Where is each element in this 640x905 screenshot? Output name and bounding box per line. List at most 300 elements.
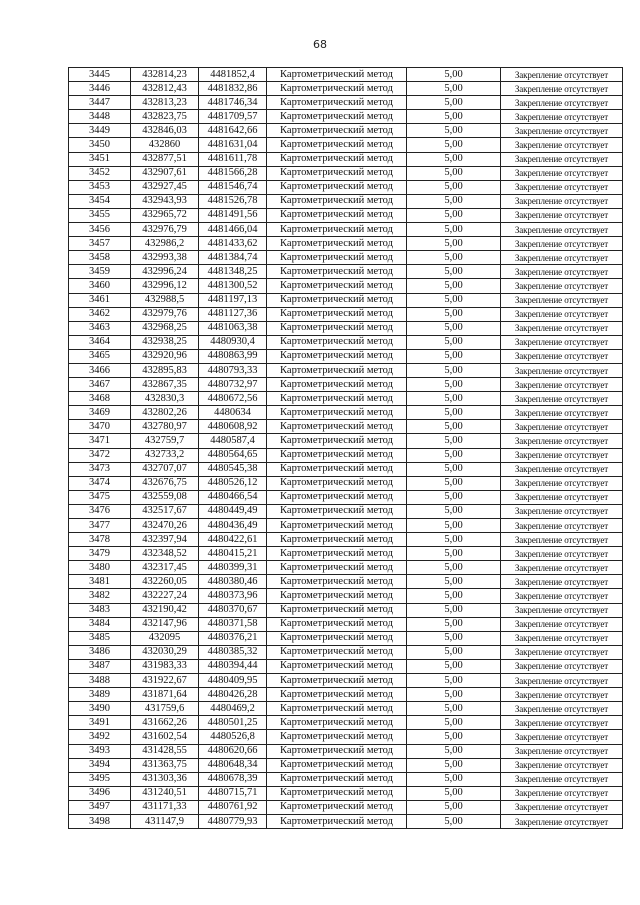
method-cell: Картометрический метод xyxy=(267,349,407,363)
method-cell: Картометрический метод xyxy=(267,575,407,589)
y-coordinate-cell: 4480648,34 xyxy=(199,758,267,772)
x-coordinate-cell: 432986,2 xyxy=(131,237,199,251)
fixing-cell: Закрепление отсутствует xyxy=(501,533,623,547)
y-coordinate-cell: 4481709,57 xyxy=(199,110,267,124)
accuracy-cell: 5,00 xyxy=(407,251,501,265)
table-row xyxy=(69,180,623,194)
y-coordinate-cell: 4481642,66 xyxy=(199,124,267,138)
point-number-cell: 3456 xyxy=(69,223,131,237)
table-row xyxy=(69,730,623,744)
fixing-cell: Закрепление отсутствует xyxy=(501,716,623,730)
y-coordinate-cell: 4480469,2 xyxy=(199,702,267,716)
accuracy-cell: 5,00 xyxy=(407,688,501,702)
x-coordinate-cell: 432867,35 xyxy=(131,378,199,392)
y-coordinate-cell: 4480415,21 xyxy=(199,547,267,561)
fixing-cell: Закрепление отсутствует xyxy=(501,434,623,448)
table-row xyxy=(69,589,623,603)
y-coordinate-cell: 4480715,71 xyxy=(199,786,267,800)
fixing-cell: Закрепление отсутствует xyxy=(501,223,623,237)
method-cell: Картометрический метод xyxy=(267,659,407,673)
accuracy-cell: 5,00 xyxy=(407,674,501,688)
fixing-cell: Закрепление отсутствует xyxy=(501,152,623,166)
table-row xyxy=(69,406,623,420)
accuracy-cell: 5,00 xyxy=(407,110,501,124)
method-cell: Картометрический метод xyxy=(267,378,407,392)
accuracy-cell: 5,00 xyxy=(407,448,501,462)
table-row xyxy=(69,335,623,349)
point-number-cell: 3454 xyxy=(69,194,131,208)
point-number-cell: 3490 xyxy=(69,702,131,716)
x-coordinate-cell: 432802,26 xyxy=(131,406,199,420)
method-cell: Картометрический метод xyxy=(267,321,407,335)
table-row xyxy=(69,772,623,786)
table-row xyxy=(69,533,623,547)
point-number-cell: 3498 xyxy=(69,814,131,828)
accuracy-cell: 5,00 xyxy=(407,702,501,716)
accuracy-cell: 5,00 xyxy=(407,293,501,307)
table-row xyxy=(69,800,623,814)
x-coordinate-cell: 432227,24 xyxy=(131,589,199,603)
table-row xyxy=(69,519,623,533)
table-row xyxy=(69,68,623,82)
x-coordinate-cell: 431602,54 xyxy=(131,730,199,744)
fixing-cell: Закрепление отсутствует xyxy=(501,96,623,110)
table-row xyxy=(69,124,623,138)
point-number-cell: 3482 xyxy=(69,589,131,603)
x-coordinate-cell: 432988,5 xyxy=(131,293,199,307)
fixing-cell: Закрепление отсутствует xyxy=(501,335,623,349)
y-coordinate-cell: 4481631,04 xyxy=(199,138,267,152)
fixing-cell: Закрепление отсутствует xyxy=(501,476,623,490)
table-row xyxy=(69,448,623,462)
point-number-cell: 3473 xyxy=(69,462,131,476)
method-cell: Картометрический метод xyxy=(267,251,407,265)
table-row xyxy=(69,744,623,758)
accuracy-cell: 5,00 xyxy=(407,152,501,166)
method-cell: Картометрический метод xyxy=(267,519,407,533)
y-coordinate-cell: 4480564,65 xyxy=(199,448,267,462)
x-coordinate-cell: 432920,96 xyxy=(131,349,199,363)
point-number-cell: 3497 xyxy=(69,800,131,814)
point-number-cell: 3468 xyxy=(69,392,131,406)
accuracy-cell: 5,00 xyxy=(407,420,501,434)
point-number-cell: 3448 xyxy=(69,110,131,124)
x-coordinate-cell: 432943,93 xyxy=(131,194,199,208)
fixing-cell: Закрепление отсутствует xyxy=(501,702,623,716)
x-coordinate-cell: 432968,25 xyxy=(131,321,199,335)
table-row xyxy=(69,279,623,293)
accuracy-cell: 5,00 xyxy=(407,180,501,194)
y-coordinate-cell: 4480426,28 xyxy=(199,688,267,702)
y-coordinate-cell: 4480394,44 xyxy=(199,659,267,673)
y-coordinate-cell: 4480608,92 xyxy=(199,420,267,434)
table-row xyxy=(69,349,623,363)
table-row xyxy=(69,814,623,828)
x-coordinate-cell: 431983,33 xyxy=(131,659,199,673)
method-cell: Картометрический метод xyxy=(267,603,407,617)
point-number-cell: 3475 xyxy=(69,490,131,504)
table-row xyxy=(69,251,623,265)
table-row xyxy=(69,504,623,518)
fixing-cell: Закрепление отсутствует xyxy=(501,68,623,82)
fixing-cell: Закрепление отсутствует xyxy=(501,617,623,631)
y-coordinate-cell: 4481466,04 xyxy=(199,223,267,237)
x-coordinate-cell: 432814,23 xyxy=(131,68,199,82)
x-coordinate-cell: 432938,25 xyxy=(131,335,199,349)
method-cell: Картометрический метод xyxy=(267,716,407,730)
accuracy-cell: 5,00 xyxy=(407,617,501,631)
method-cell: Картометрический метод xyxy=(267,476,407,490)
fixing-cell: Закрепление отсутствует xyxy=(501,138,623,152)
point-number-cell: 3447 xyxy=(69,96,131,110)
fixing-cell: Закрепление отсутствует xyxy=(501,631,623,645)
fixing-cell: Закрепление отсутствует xyxy=(501,519,623,533)
table-row xyxy=(69,659,623,673)
method-cell: Картометрический метод xyxy=(267,772,407,786)
x-coordinate-cell: 432517,67 xyxy=(131,504,199,518)
fixing-cell: Закрепление отсутствует xyxy=(501,82,623,96)
point-number-cell: 3487 xyxy=(69,659,131,673)
method-cell: Картометрический метод xyxy=(267,307,407,321)
method-cell: Картометрический метод xyxy=(267,504,407,518)
x-coordinate-cell: 432676,75 xyxy=(131,476,199,490)
point-number-cell: 3451 xyxy=(69,152,131,166)
point-number-cell: 3477 xyxy=(69,519,131,533)
point-number-cell: 3485 xyxy=(69,631,131,645)
y-coordinate-cell: 4480385,32 xyxy=(199,645,267,659)
fixing-cell: Закрепление отсутствует xyxy=(501,758,623,772)
x-coordinate-cell: 432733,2 xyxy=(131,448,199,462)
x-coordinate-cell: 432759,7 xyxy=(131,434,199,448)
point-number-cell: 3470 xyxy=(69,420,131,434)
table-row xyxy=(69,420,623,434)
x-coordinate-cell: 431147,9 xyxy=(131,814,199,828)
y-coordinate-cell: 4480371,58 xyxy=(199,617,267,631)
x-coordinate-cell: 432813,23 xyxy=(131,96,199,110)
point-number-cell: 3479 xyxy=(69,547,131,561)
table-row xyxy=(69,786,623,800)
x-coordinate-cell: 432907,61 xyxy=(131,166,199,180)
y-coordinate-cell: 4480370,67 xyxy=(199,603,267,617)
point-number-cell: 3481 xyxy=(69,575,131,589)
method-cell: Картометрический метод xyxy=(267,786,407,800)
point-number-cell: 3453 xyxy=(69,180,131,194)
x-coordinate-cell: 432895,83 xyxy=(131,363,199,377)
accuracy-cell: 5,00 xyxy=(407,194,501,208)
y-coordinate-cell: 4480930,4 xyxy=(199,335,267,349)
point-number-cell: 3464 xyxy=(69,335,131,349)
method-cell: Картометрический метод xyxy=(267,561,407,575)
accuracy-cell: 5,00 xyxy=(407,730,501,744)
accuracy-cell: 5,00 xyxy=(407,575,501,589)
table-row xyxy=(69,110,623,124)
accuracy-cell: 5,00 xyxy=(407,814,501,828)
accuracy-cell: 5,00 xyxy=(407,237,501,251)
x-coordinate-cell: 432397,94 xyxy=(131,533,199,547)
method-cell: Картометрический метод xyxy=(267,138,407,152)
accuracy-cell: 5,00 xyxy=(407,504,501,518)
accuracy-cell: 5,00 xyxy=(407,138,501,152)
method-cell: Картометрический метод xyxy=(267,814,407,828)
point-number-cell: 3460 xyxy=(69,279,131,293)
accuracy-cell: 5,00 xyxy=(407,589,501,603)
x-coordinate-cell: 432976,79 xyxy=(131,223,199,237)
table-row xyxy=(69,223,623,237)
fixing-cell: Закрепление отсутствует xyxy=(501,772,623,786)
table-row xyxy=(69,603,623,617)
accuracy-cell: 5,00 xyxy=(407,223,501,237)
method-cell: Картометрический метод xyxy=(267,265,407,279)
fixing-cell: Закрепление отсутствует xyxy=(501,730,623,744)
table-row xyxy=(69,96,623,110)
accuracy-cell: 5,00 xyxy=(407,166,501,180)
accuracy-cell: 5,00 xyxy=(407,434,501,448)
accuracy-cell: 5,00 xyxy=(407,208,501,222)
point-number-cell: 3445 xyxy=(69,68,131,82)
table-row xyxy=(69,617,623,631)
x-coordinate-cell: 432470,26 xyxy=(131,519,199,533)
table-row xyxy=(69,645,623,659)
accuracy-cell: 5,00 xyxy=(407,392,501,406)
fixing-cell: Закрепление отсутствует xyxy=(501,645,623,659)
y-coordinate-cell: 4480620,66 xyxy=(199,744,267,758)
fixing-cell: Закрепление отсутствует xyxy=(501,321,623,335)
point-number-cell: 3446 xyxy=(69,82,131,96)
method-cell: Картометрический метод xyxy=(267,335,407,349)
method-cell: Картометрический метод xyxy=(267,800,407,814)
x-coordinate-cell: 432812,43 xyxy=(131,82,199,96)
point-number-cell: 3471 xyxy=(69,434,131,448)
method-cell: Картометрический метод xyxy=(267,208,407,222)
y-coordinate-cell: 4480678,39 xyxy=(199,772,267,786)
fixing-cell: Закрепление отсутствует xyxy=(501,490,623,504)
method-cell: Картометрический метод xyxy=(267,645,407,659)
accuracy-cell: 5,00 xyxy=(407,533,501,547)
fixing-cell: Закрепление отсутствует xyxy=(501,392,623,406)
accuracy-cell: 5,00 xyxy=(407,800,501,814)
accuracy-cell: 5,00 xyxy=(407,476,501,490)
x-coordinate-cell: 432095 xyxy=(131,631,199,645)
x-coordinate-cell: 431303,36 xyxy=(131,772,199,786)
method-cell: Картометрический метод xyxy=(267,448,407,462)
method-cell: Картометрический метод xyxy=(267,110,407,124)
point-number-cell: 3461 xyxy=(69,293,131,307)
y-coordinate-cell: 4481127,36 xyxy=(199,307,267,321)
fixing-cell: Закрепление отсутствует xyxy=(501,448,623,462)
y-coordinate-cell: 4481348,25 xyxy=(199,265,267,279)
method-cell: Картометрический метод xyxy=(267,166,407,180)
method-cell: Картометрический метод xyxy=(267,279,407,293)
method-cell: Картометрический метод xyxy=(267,462,407,476)
accuracy-cell: 5,00 xyxy=(407,68,501,82)
table-row xyxy=(69,237,623,251)
y-coordinate-cell: 4481746,34 xyxy=(199,96,267,110)
table-row xyxy=(69,138,623,152)
y-coordinate-cell: 4481526,78 xyxy=(199,194,267,208)
fixing-cell: Закрепление отсутствует xyxy=(501,406,623,420)
accuracy-cell: 5,00 xyxy=(407,519,501,533)
table-row xyxy=(69,265,623,279)
point-number-cell: 3467 xyxy=(69,378,131,392)
x-coordinate-cell: 432993,38 xyxy=(131,251,199,265)
table-row xyxy=(69,758,623,772)
x-coordinate-cell: 431428,55 xyxy=(131,744,199,758)
x-coordinate-cell: 432860 xyxy=(131,138,199,152)
point-number-cell: 3486 xyxy=(69,645,131,659)
x-coordinate-cell: 432030,29 xyxy=(131,645,199,659)
x-coordinate-cell: 431240,51 xyxy=(131,786,199,800)
y-coordinate-cell: 4481546,74 xyxy=(199,180,267,194)
method-cell: Картометрический метод xyxy=(267,490,407,504)
x-coordinate-cell: 432996,12 xyxy=(131,279,199,293)
y-coordinate-cell: 4480634 xyxy=(199,406,267,420)
table-row xyxy=(69,575,623,589)
x-coordinate-cell: 432260,05 xyxy=(131,575,199,589)
fixing-cell: Закрепление отсутствует xyxy=(501,124,623,138)
table-row xyxy=(69,702,623,716)
method-cell: Картометрический метод xyxy=(267,730,407,744)
point-number-cell: 3476 xyxy=(69,504,131,518)
y-coordinate-cell: 4481491,56 xyxy=(199,208,267,222)
fixing-cell: Закрепление отсутствует xyxy=(501,504,623,518)
y-coordinate-cell: 4480399,31 xyxy=(199,561,267,575)
y-coordinate-cell: 4480380,46 xyxy=(199,575,267,589)
x-coordinate-cell: 432348,52 xyxy=(131,547,199,561)
x-coordinate-cell: 432927,45 xyxy=(131,180,199,194)
fixing-cell: Закрепление отсутствует xyxy=(501,688,623,702)
accuracy-cell: 5,00 xyxy=(407,631,501,645)
method-cell: Картометрический метод xyxy=(267,434,407,448)
fixing-cell: Закрепление отсутствует xyxy=(501,786,623,800)
fixing-cell: Закрепление отсутствует xyxy=(501,307,623,321)
point-number-cell: 3458 xyxy=(69,251,131,265)
table-row xyxy=(69,716,623,730)
fixing-cell: Закрепление отсутствует xyxy=(501,547,623,561)
point-number-cell: 3455 xyxy=(69,208,131,222)
x-coordinate-cell: 432877,51 xyxy=(131,152,199,166)
table-row xyxy=(69,166,623,180)
accuracy-cell: 5,00 xyxy=(407,124,501,138)
fixing-cell: Закрепление отсутствует xyxy=(501,251,623,265)
point-number-cell: 3457 xyxy=(69,237,131,251)
fixing-cell: Закрепление отсутствует xyxy=(501,363,623,377)
accuracy-cell: 5,00 xyxy=(407,716,501,730)
point-number-cell: 3465 xyxy=(69,349,131,363)
table-row xyxy=(69,378,623,392)
table-row xyxy=(69,321,623,335)
fixing-cell: Закрепление отсутствует xyxy=(501,420,623,434)
method-cell: Картометрический метод xyxy=(267,68,407,82)
point-number-cell: 3483 xyxy=(69,603,131,617)
y-coordinate-cell: 4480761,92 xyxy=(199,800,267,814)
point-number-cell: 3491 xyxy=(69,716,131,730)
point-number-cell: 3495 xyxy=(69,772,131,786)
y-coordinate-cell: 4480466,54 xyxy=(199,490,267,504)
point-number-cell: 3472 xyxy=(69,448,131,462)
fixing-cell: Закрепление отсутствует xyxy=(501,208,623,222)
method-cell: Картометрический метод xyxy=(267,293,407,307)
fixing-cell: Закрепление отсутствует xyxy=(501,589,623,603)
y-coordinate-cell: 4481300,52 xyxy=(199,279,267,293)
fixing-cell: Закрепление отсутствует xyxy=(501,800,623,814)
accuracy-cell: 5,00 xyxy=(407,659,501,673)
fixing-cell: Закрепление отсутствует xyxy=(501,462,623,476)
table-row xyxy=(69,392,623,406)
y-coordinate-cell: 4480436,49 xyxy=(199,519,267,533)
fixing-cell: Закрепление отсутствует xyxy=(501,237,623,251)
accuracy-cell: 5,00 xyxy=(407,561,501,575)
method-cell: Картометрический метод xyxy=(267,533,407,547)
table-row xyxy=(69,490,623,504)
y-coordinate-cell: 4480587,4 xyxy=(199,434,267,448)
point-number-cell: 3450 xyxy=(69,138,131,152)
accuracy-cell: 5,00 xyxy=(407,363,501,377)
point-number-cell: 3489 xyxy=(69,688,131,702)
accuracy-cell: 5,00 xyxy=(407,335,501,349)
accuracy-cell: 5,00 xyxy=(407,406,501,420)
x-coordinate-cell: 431363,75 xyxy=(131,758,199,772)
accuracy-cell: 5,00 xyxy=(407,96,501,110)
accuracy-cell: 5,00 xyxy=(407,744,501,758)
table-row xyxy=(69,293,623,307)
fixing-cell: Закрепление отсутствует xyxy=(501,279,623,293)
point-number-cell: 3496 xyxy=(69,786,131,800)
accuracy-cell: 5,00 xyxy=(407,547,501,561)
x-coordinate-cell: 432317,45 xyxy=(131,561,199,575)
x-coordinate-cell: 432996,24 xyxy=(131,265,199,279)
y-coordinate-cell: 4480409,95 xyxy=(199,674,267,688)
fixing-cell: Закрепление отсутствует xyxy=(501,575,623,589)
x-coordinate-cell: 432780,97 xyxy=(131,420,199,434)
x-coordinate-cell: 431871,64 xyxy=(131,688,199,702)
method-cell: Картометрический метод xyxy=(267,674,407,688)
method-cell: Картометрический метод xyxy=(267,744,407,758)
x-coordinate-cell: 431759,6 xyxy=(131,702,199,716)
y-coordinate-cell: 4480526,12 xyxy=(199,476,267,490)
x-coordinate-cell: 432830,3 xyxy=(131,392,199,406)
method-cell: Картометрический метод xyxy=(267,702,407,716)
table-row xyxy=(69,208,623,222)
point-number-cell: 3474 xyxy=(69,476,131,490)
y-coordinate-cell: 4480501,25 xyxy=(199,716,267,730)
method-cell: Картометрический метод xyxy=(267,631,407,645)
y-coordinate-cell: 4480672,56 xyxy=(199,392,267,406)
table-row xyxy=(69,307,623,321)
y-coordinate-cell: 4480779,93 xyxy=(199,814,267,828)
coordinates-table xyxy=(68,67,623,829)
accuracy-cell: 5,00 xyxy=(407,772,501,786)
x-coordinate-cell: 431662,26 xyxy=(131,716,199,730)
table-row xyxy=(69,194,623,208)
point-number-cell: 3493 xyxy=(69,744,131,758)
x-coordinate-cell: 432559,08 xyxy=(131,490,199,504)
accuracy-cell: 5,00 xyxy=(407,462,501,476)
x-coordinate-cell: 432190,42 xyxy=(131,603,199,617)
method-cell: Картометрический метод xyxy=(267,124,407,138)
y-coordinate-cell: 4480376,21 xyxy=(199,631,267,645)
method-cell: Картометрический метод xyxy=(267,688,407,702)
y-coordinate-cell: 4481832,86 xyxy=(199,82,267,96)
accuracy-cell: 5,00 xyxy=(407,645,501,659)
table-row xyxy=(69,688,623,702)
x-coordinate-cell: 432965,72 xyxy=(131,208,199,222)
method-cell: Картометрический метод xyxy=(267,547,407,561)
fixing-cell: Закрепление отсутствует xyxy=(501,166,623,180)
fixing-cell: Закрепление отсутствует xyxy=(501,561,623,575)
method-cell: Картометрический метод xyxy=(267,237,407,251)
fixing-cell: Закрепление отсутствует xyxy=(501,603,623,617)
fixing-cell: Закрепление отсутствует xyxy=(501,349,623,363)
